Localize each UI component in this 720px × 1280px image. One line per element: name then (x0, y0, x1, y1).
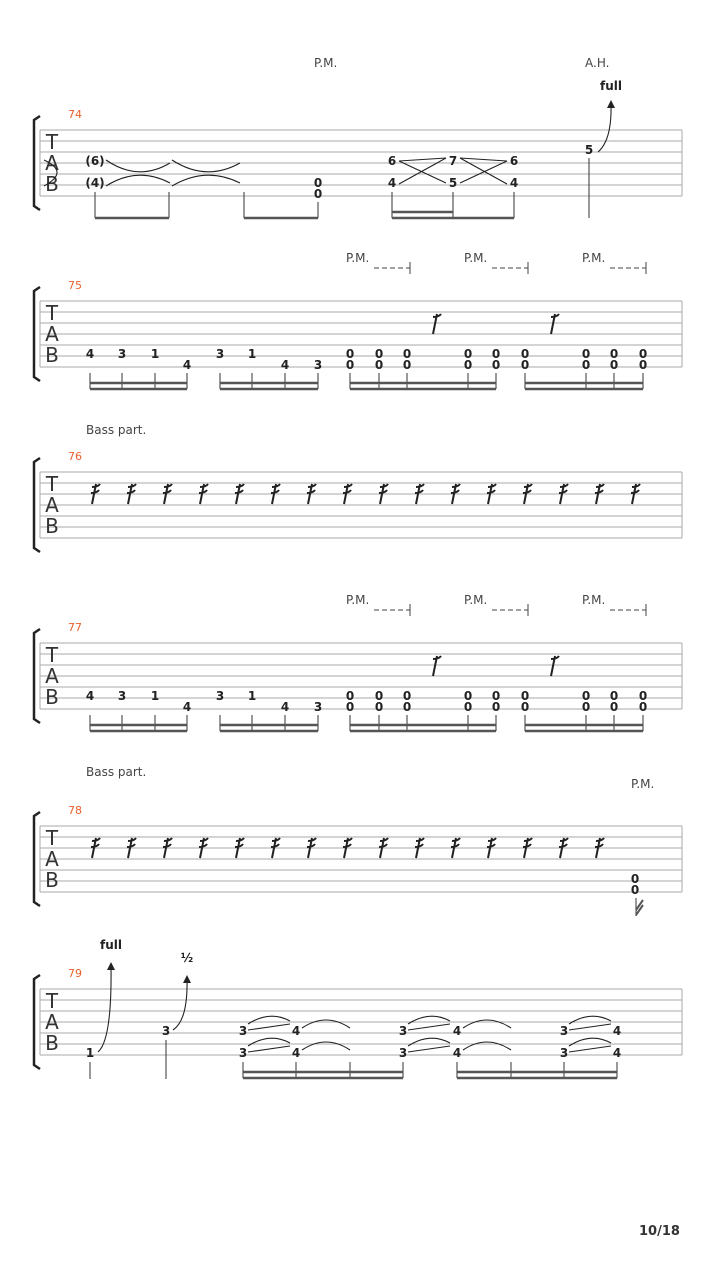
palm-mute-label: P.M. (582, 593, 606, 607)
fret-number: 0 (345, 347, 355, 361)
fret-number: 3 (238, 1046, 248, 1060)
fret-number: 0 (609, 358, 619, 372)
fret-number: 0 (638, 689, 648, 703)
fret-number: 3 (313, 700, 323, 714)
fret-number: 0 (491, 700, 501, 714)
fret-number: 4 (182, 700, 192, 714)
tab-clef-a: A (45, 151, 59, 175)
measure-number: 77 (68, 621, 82, 634)
tab-clef-b: B (45, 514, 59, 538)
fret-number: 0 (345, 358, 355, 372)
tab-clef-a: A (45, 322, 59, 346)
fret-number: 3 (398, 1024, 408, 1038)
system-measure-79 (34, 938, 682, 1079)
system-bracket (34, 458, 40, 552)
page-number: 10/18 (639, 1224, 680, 1239)
fret-number: 1 (85, 1046, 95, 1060)
system-measure-78 (34, 765, 682, 916)
fret-number: 3 (238, 1024, 248, 1038)
palm-mute-label: P.M. (464, 593, 488, 607)
fret-number: 0 (520, 700, 530, 714)
rest-symbols (433, 314, 559, 334)
palm-mute-markings (346, 593, 646, 616)
fret-number: 0 (374, 689, 384, 703)
system-bracket (34, 975, 40, 1069)
fret-number: 0 (491, 689, 501, 703)
tab-clef-b: B (45, 172, 59, 196)
fret-number: 0 (463, 689, 473, 703)
bend-label: full (100, 938, 122, 952)
palm-mute-label: P.M. (314, 56, 338, 70)
measure-number: 74 (68, 108, 82, 121)
system-bracket (34, 287, 40, 381)
tab-clef-a: A (45, 847, 59, 871)
staff-lines (40, 472, 682, 538)
fret-number: 3 (117, 689, 127, 703)
fret-number: 0 (402, 358, 412, 372)
fret-number: 3 (398, 1046, 408, 1060)
system-measure-77 (34, 593, 682, 731)
fret-number: 0 (313, 176, 323, 190)
fret-number: 4 (387, 176, 397, 190)
palm-mute-markings (346, 251, 646, 274)
bends-and-slurs (98, 962, 611, 1052)
fret-number: 0 (609, 689, 619, 703)
tab-clef-t: T (45, 301, 59, 325)
measure-number: 79 (68, 967, 82, 980)
fret-number: 0 (520, 358, 530, 372)
palm-mute-label: P.M. (464, 251, 488, 265)
measure-number: 76 (68, 450, 82, 463)
fret-number: 0 (374, 358, 384, 372)
bass-part-label: Bass part. (86, 765, 147, 779)
tab-clef-a: A (45, 493, 59, 517)
fret-number: (6) (85, 154, 105, 168)
fret-number: 0 (463, 358, 473, 372)
fret-number: 3 (559, 1046, 569, 1060)
fret-number: 4 (280, 700, 290, 714)
fret-number: 0 (313, 187, 323, 201)
system-measure-74 (34, 56, 682, 218)
palm-mute-label: P.M. (631, 777, 655, 791)
staff-lines (40, 826, 682, 892)
fret-number: 0 (520, 347, 530, 361)
staff-lines (40, 989, 682, 1055)
fret-number: 0 (374, 700, 384, 714)
stems-and-beams (90, 1040, 617, 1079)
fret-number: 3 (215, 347, 225, 361)
fret-number: 0 (638, 358, 648, 372)
fret-number: 0 (374, 347, 384, 361)
fret-number: 6 (509, 154, 519, 168)
fret-number: 4 (452, 1046, 462, 1060)
tab-clef-b: B (45, 343, 59, 367)
tab-clef-a: A (45, 664, 59, 688)
fret-number: 3 (313, 358, 323, 372)
fret-number: 1 (247, 347, 257, 361)
fret-number: 4 (452, 1024, 462, 1038)
system-bracket (34, 629, 40, 723)
fret-number: 0 (402, 347, 412, 361)
fret-number: 0 (491, 347, 501, 361)
fret-number: 1 (247, 689, 257, 703)
fret-number: 0 (638, 700, 648, 714)
fret-number: 0 (402, 689, 412, 703)
fret-number: 5 (584, 143, 594, 157)
ties (44, 100, 615, 186)
tab-clef-t: T (45, 643, 59, 667)
fret-number: 1 (150, 347, 160, 361)
fret-number: 4 (280, 358, 290, 372)
fret-number: 0 (491, 358, 501, 372)
palm-mute-label: P.M. (346, 593, 370, 607)
palm-mute-label: P.M. (346, 251, 370, 265)
staff-lines (40, 130, 682, 196)
fret-number: 0 (345, 689, 355, 703)
stems-and-beams (90, 715, 643, 731)
bend-label: full (600, 79, 622, 93)
system-measure-76 (34, 423, 682, 552)
fret-number: 3 (559, 1024, 569, 1038)
fret-number: 7 (448, 154, 458, 168)
artificial-harmonic-label: A.H. (585, 56, 610, 70)
fret-number: 0 (463, 700, 473, 714)
fret-number: 0 (630, 883, 640, 897)
tab-clef-t: T (45, 826, 59, 850)
bass-part-label: Bass part. (86, 423, 147, 437)
fret-number: 4 (182, 358, 192, 372)
fret-number: 4 (291, 1046, 301, 1060)
fret-number: 6 (387, 154, 397, 168)
fret-number: 0 (581, 700, 591, 714)
fret-number: 3 (215, 689, 225, 703)
fret-number: 0 (581, 358, 591, 372)
measure-number: 78 (68, 804, 82, 817)
fret-number: 0 (520, 689, 530, 703)
fret-number: 4 (85, 689, 95, 703)
stems-and-beams (90, 373, 643, 389)
fret-number: (4) (85, 176, 105, 190)
fret-number: 3 (117, 347, 127, 361)
fret-number: 0 (463, 347, 473, 361)
tab-clef-b: B (45, 1031, 59, 1055)
fret-number: 4 (612, 1046, 622, 1060)
fret-number: 4 (509, 176, 519, 190)
system-measure-75 (34, 251, 682, 389)
system-bracket (34, 812, 40, 906)
palm-mute-label: P.M. (582, 251, 606, 265)
fret-number: 0 (581, 347, 591, 361)
bend-label: ½ (180, 951, 194, 965)
fret-number: 0 (638, 347, 648, 361)
system-bracket (34, 116, 40, 210)
tab-clef-t: T (45, 472, 59, 496)
tremolo-stem (636, 898, 643, 916)
fret-number: 1 (150, 689, 160, 703)
fret-number: 0 (609, 347, 619, 361)
fret-number: 0 (581, 689, 591, 703)
fret-number: 0 (609, 700, 619, 714)
tab-clef-t: T (45, 130, 59, 154)
fret-number: 5 (448, 176, 458, 190)
fret-number: 3 (161, 1024, 171, 1038)
tab-clef-a: A (45, 1010, 59, 1034)
tab-clef-b: B (45, 685, 59, 709)
fret-number: 0 (630, 872, 640, 886)
fret-number: 0 (345, 700, 355, 714)
tab-clef-t: T (45, 989, 59, 1013)
measure-number: 75 (68, 279, 82, 292)
fret-number: 4 (85, 347, 95, 361)
fret-number: 4 (612, 1024, 622, 1038)
rest-symbols (433, 656, 559, 676)
tab-clef-b: B (45, 868, 59, 892)
fret-number: 0 (402, 700, 412, 714)
fret-number: 4 (291, 1024, 301, 1038)
